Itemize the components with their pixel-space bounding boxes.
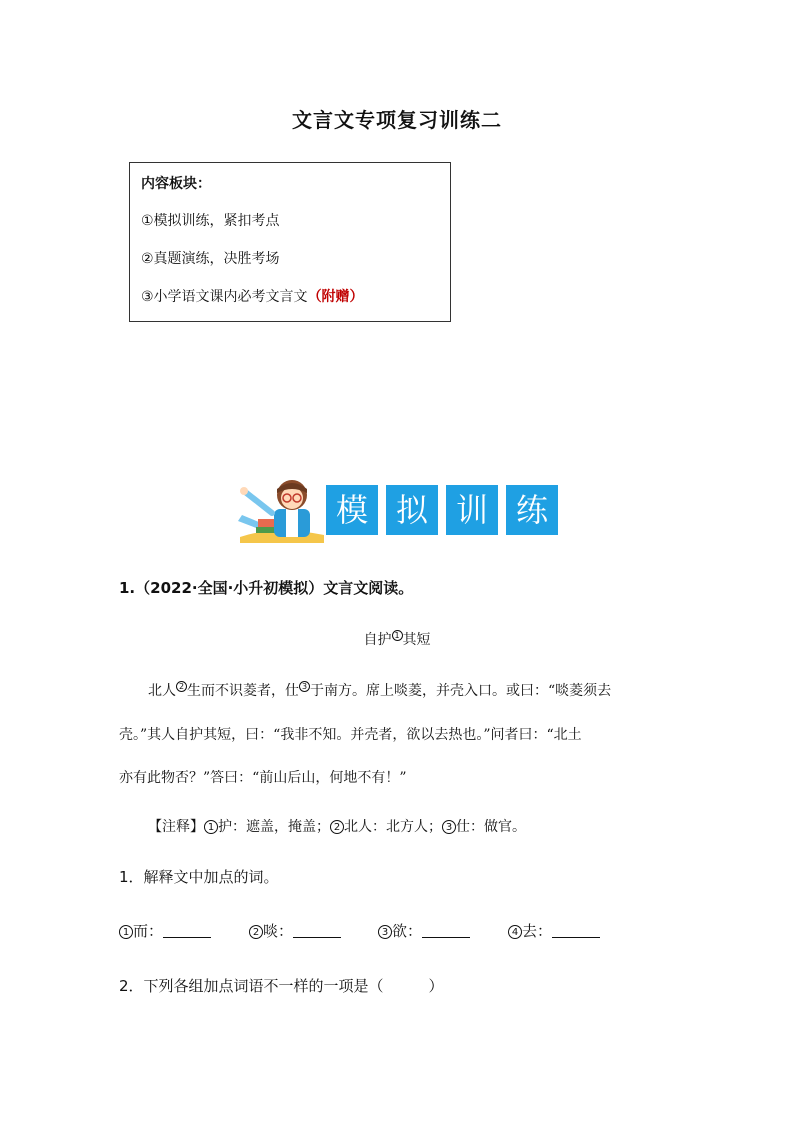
fill-label-1: 而： [133,922,164,940]
banner-tile-4: 练 [506,485,558,535]
contents-item-3-text: ③小学语文课内必考文言文 [141,289,308,305]
note-marker-2: 2 [176,681,187,692]
section-banner [236,475,566,545]
fill-item-1 [119,920,211,941]
note-text-1: 护：遮盖，掩盖； [218,819,330,835]
fill-item-2 [249,920,341,941]
question-heading: 1.（2022·全国·小升初模拟）文言文阅读。 [119,579,414,597]
note-text-2: 北人：北方人； [344,819,442,835]
passage-line-2: 壳。”其人自护其短，曰：“我非不知。并壳者，欲以去热也。”问者曰：“北土 [119,727,582,743]
passage-title-after: 其短 [402,632,431,648]
passage-text-c: 于南方。席上啖菱，并壳入口。或曰：“啖菱须去 [310,683,612,699]
contents-item-2: ②真题演练，决胜考场 [141,251,280,267]
passage-text-b: 生而不识菱者，仕 [187,683,299,699]
note-number-3: 3 [442,820,456,834]
fill-number-1: 1 [119,925,133,939]
student-reading-illustration [236,475,326,545]
notes-line [148,816,708,836]
fill-label-4: 去： [522,922,553,940]
note-number-2: 2 [330,820,344,834]
answer-blank-3[interactable] [422,923,470,938]
note-marker-1: 1 [392,630,403,641]
banner-tile-1: 模 [326,485,378,535]
contents-heading: 内容板块： [141,176,211,192]
fill-label-3: 欲： [392,922,423,940]
passage-text-a: 北人 [148,683,176,699]
note-text-3: 仕：做官。 [456,819,526,835]
notes-label: 【注释】 [148,819,204,835]
contents-item-3 [141,286,364,306]
page-title: 文言文专项复习训练二 [292,108,502,132]
passage-line-3: 亦有此物否？”答曰：“前山后山，何地不有！” [119,770,407,786]
contents-box [129,162,451,322]
fill-item-3 [378,920,470,941]
passage-title-before: 自护 [363,632,392,648]
passage-line-1 [148,680,708,700]
fill-number-3: 3 [378,925,392,939]
banner-tile-2: 拟 [386,485,438,535]
subquestion-2: 2．下列各组加点词语不一样的一项是（ ） [119,977,444,995]
fill-number-4: 4 [508,925,522,939]
passage-title [0,629,794,649]
answer-blank-4[interactable] [552,923,600,938]
banner-tile-3: 训 [446,485,498,535]
contents-item-1: ①模拟训练，紧扣考点 [141,213,280,229]
answer-blank-2[interactable] [293,923,341,938]
fill-label-2: 啖： [263,922,294,940]
subquestion-1: 1．解释文中加点的词。 [119,868,279,886]
note-number-1: 1 [204,820,218,834]
answer-blank-1[interactable] [163,923,211,938]
fill-number-2: 2 [249,925,263,939]
gift-label: （附赠） [307,289,364,305]
fill-item-4 [508,920,600,941]
note-marker-3: 3 [299,681,310,692]
